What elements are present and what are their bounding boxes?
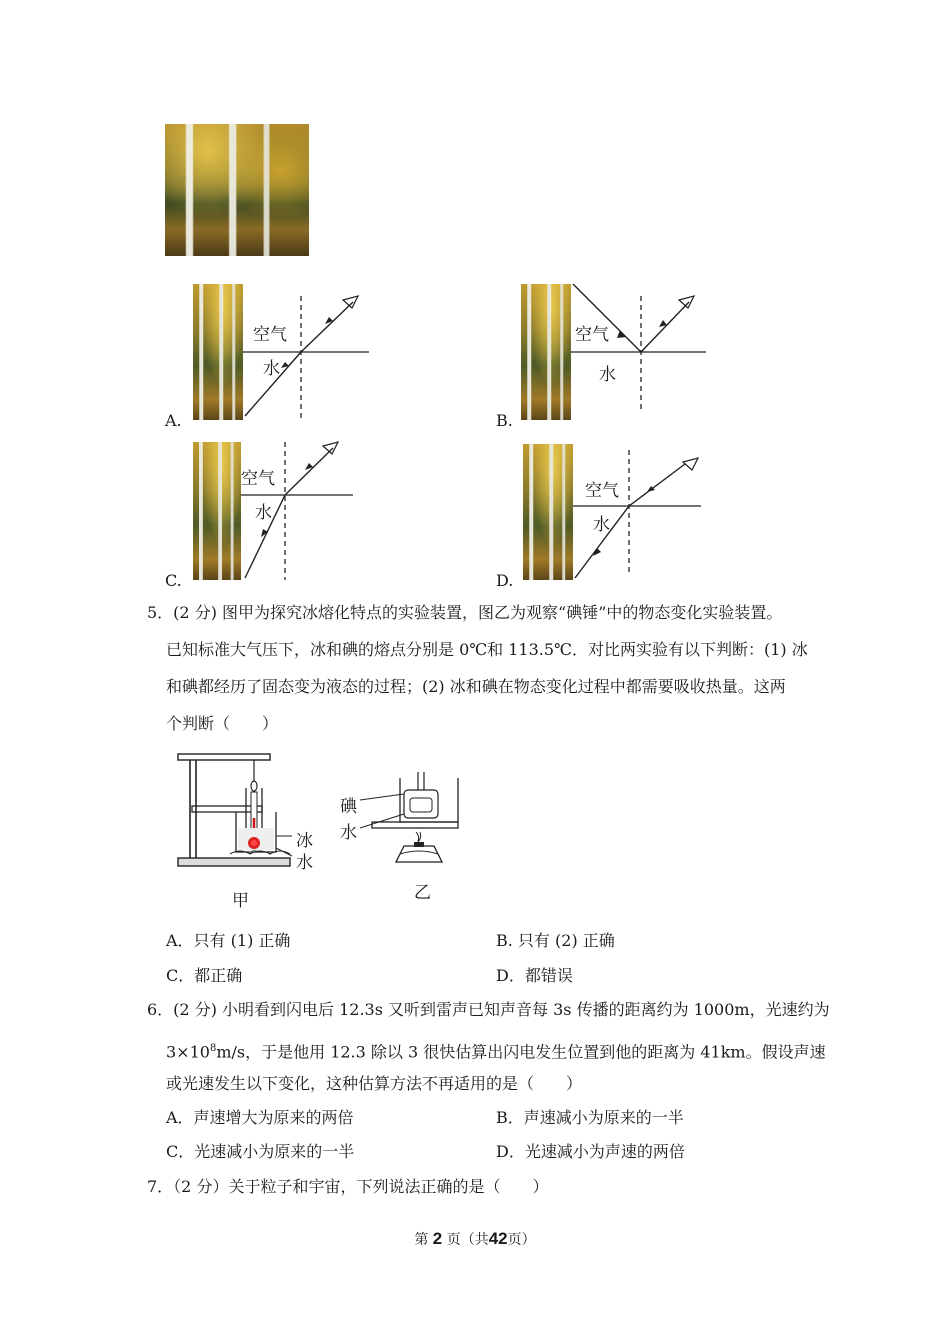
- refraction-diagram-d: [523, 442, 708, 582]
- q6-formula-base: 3×10: [166, 1042, 210, 1062]
- figure-yi: [338, 770, 468, 903]
- q6-text-line-1: 6．(2 分) 小明看到闪电后 12.3s 又听到雷声已知声音每 3s 传播的距离约为 1000m，光速约为: [147, 1000, 830, 1019]
- option-a-diagram: [193, 282, 373, 422]
- option-b-diagram: [521, 282, 711, 422]
- water-label: 水: [340, 823, 357, 843]
- q5-text-line-2: 已知标准大气压下，冰和碘的熔点分别是 0℃和 113.5℃．对比两实验有以下判断：(1) 冰: [166, 640, 808, 659]
- option-c-label: C.: [165, 571, 182, 590]
- refraction-diagram-b: [521, 282, 711, 422]
- q5-text-line-1: 5．(2 分) 图甲为探究冰熔化特点的实验装置，图乙为观察“碘锤”中的物态变化实验装置。: [147, 603, 783, 622]
- q5-option-c: C．都正确: [166, 966, 243, 985]
- ice-label: 冰: [296, 831, 313, 851]
- figure-yi-caption: 乙: [414, 883, 431, 903]
- footer-total-pages: 42: [488, 1229, 508, 1248]
- q5-option-d: D．都错误: [496, 966, 573, 985]
- air-label: 空气: [253, 325, 287, 345]
- footer-page-number: 2: [432, 1229, 443, 1248]
- q5-text-line-4: 个判断（ ）: [166, 714, 279, 733]
- option-d-diagram: [523, 442, 708, 582]
- refraction-diagram-c: [193, 440, 363, 582]
- air-label: 空气: [585, 481, 619, 501]
- iodine-label: 碘: [340, 797, 357, 817]
- q5-option-b: B. 只有 (2) 正确: [496, 931, 615, 950]
- water-label: 水: [255, 503, 272, 523]
- figure-jia-caption: 甲: [232, 891, 249, 911]
- forest-photo: [165, 124, 309, 256]
- q6-option-b: B．声速减小为原来的一半: [496, 1108, 684, 1127]
- iodine-hammer-apparatus: [338, 770, 468, 880]
- water-label: 水: [593, 515, 610, 535]
- figure-jia: [172, 748, 332, 910]
- option-a-label: A.: [165, 411, 182, 430]
- water-label: 水: [263, 359, 280, 379]
- q6-text-line-3: 或光速发生以下变化，这种估算方法不再适用的是（ ）: [166, 1074, 583, 1093]
- q5-text-line-3: 和碘都经历了固态变为液态的过程；(2) 冰和碘在物态变化过程中都需要吸收热量。这两: [166, 677, 786, 696]
- footer-prefix: 第: [414, 1232, 429, 1248]
- footer-suffix: 页）: [507, 1232, 536, 1248]
- option-c-diagram: [193, 440, 363, 582]
- q5-option-a: A．只有 (1) 正确: [166, 931, 291, 950]
- q6-option-c: C．光速减小为原来的一半: [166, 1142, 355, 1161]
- q6-option-d: D．光速减小为声速的两倍: [496, 1142, 685, 1161]
- footer-middle: 页（共: [446, 1232, 489, 1248]
- q6-option-a: A．声速增大为原来的两倍: [166, 1108, 354, 1127]
- q6-text-line-2: [166, 1039, 826, 1062]
- page-footer: [0, 1229, 950, 1250]
- air-label: 空气: [241, 469, 275, 489]
- refraction-diagram-a: [193, 282, 373, 422]
- water-label: 水: [296, 853, 313, 873]
- air-label: 空气: [575, 325, 609, 345]
- option-b-label: B.: [496, 411, 513, 430]
- water-label: 水: [599, 365, 616, 385]
- q6-formula-exponent: 8: [209, 1043, 217, 1054]
- q7-text-line-1: 7．（2 分）关于粒子和宇宙，下列说法正确的是（ ）: [147, 1177, 549, 1196]
- option-d-label: D.: [496, 571, 514, 590]
- q6-text-line-2-rest: m/s，于是他用 12.3 除以 3 很快估算出闪电发生位置到他的距离为 41km。假设声速: [216, 1042, 826, 1062]
